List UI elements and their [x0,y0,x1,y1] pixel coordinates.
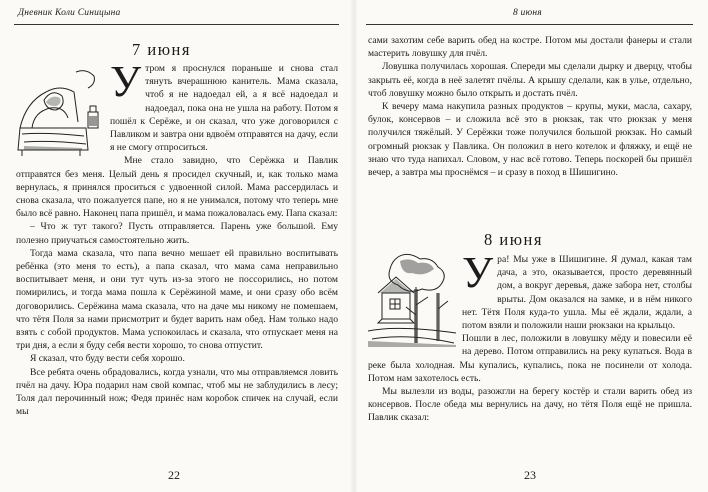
running-head: Дневник Коли Синицына [18,8,121,18]
paragraph: К вечеру мама накупила разных продуктов – крупы, муки, масла, сахару, булок, консервов – и сложила всё это в рюкзак, так что рюкзак у меня получился тяжёлый. У Серёжки тоже получился большой рюкзак. Но самый огромный рюкзак у Павлика. Он положил в него котелок и фляжку, и ещё не знаю что туда напихал. Словом, у нас всё готово. Теперь поскорей бы пришёл вечер, а завтра мы проснёмся – и сразу в поход в Шишигино. [368,101,692,179]
paragraph: Мне стало завидно, что Серёжка и Павлик отправятся без меня. Целый день я просидел скучный, и, как только мама вернулась, я принялся проситься с удвоенной силой. Мама рассердилась и снова сказала, что пожалуется папе, но я не унимался, потому что теперь мне было всё равно. Наконец папа пришёл, и мама пожаловалась ему. Папа сказал: [16,155,338,220]
paragraph: Тогда мама сказала, что папа вечно мешает ей правильно воспитывать ребёнка (это меня то есть), а папа сказал, что мама сама неправильно воспитывает меня, и они тут чуть из-за этого не поссорились, но потом помирились, и тогда мама пошла к Серёжиной маме, и они сразу обо всём договорились. Серёжина мама сказала, что на даче мы никому не помешаем, что тётя Поля за нами присмотрит и будет варить нам обед. Нам только надо взять с собой продуктов. Мама успокоилась и сказала, что отпускает меня на три дня, а если я буду себя вести хорошо, то снова отпустит. [16,247,338,352]
right-page [354,0,708,492]
date-heading: 7 июня [132,40,191,59]
text-column-top [368,34,692,179]
page-number: 23 [524,468,536,482]
date-heading: 8 июня [484,230,543,249]
header-rule [366,24,693,25]
paragraph: сами захотим себе варить обед на костре. Потом мы достали фанеры и стали мастерить ловушку для пчёл. [368,35,692,60]
country-house-trees-illustration [368,253,456,347]
paragraph: – Что ж тут такого? Пусть отправляется. Парень уже большой. Ему полезно приучаться самостоятельно жить. [16,221,338,246]
drop-cap: У [110,57,142,106]
paragraph: Я сказал, что буду вести себя хорошо. [30,353,185,365]
paragraph: Пошли в лес, положили в ловушку мёду и повесили её на дерево. Потом отправились на реку купаться. Вода в реке была холодная. Мы купались, купались, пока не посинели от холода. Потом нам захотелось есть. [368,333,692,384]
drop-cap: У [462,248,494,297]
paragraph: Все ребята очень обрадовались, когда узнали, что мы отправляемся ловить пчёл на дачу. Юра подарил нам свой компас, чтоб мы не заблудились в лесу; Толя дал перочинный нож; Федя принёс нам коробок спичек на случай, если мы [16,366,338,418]
running-head: 8 июня [513,8,542,18]
page-number: 22 [168,468,180,482]
first-paragraph: тром я проснулся пораньше и снова стал тянуть вчерашнюю канитель. Мама сказала, чтоб я не надоедал ей, а я всё надоедал и надоедал, пока она не ушла на работу. Потом я пошёл к Серёже, и он сказал, что уже договорился с Павликом и завтра они вдвоём отправятся на дачу, если я не смогу отпроситься. [110,63,338,154]
text-column-bottom [368,248,692,425]
text-column [16,57,338,418]
paragraph: Ловушка получилась хорошая. Спереди мы сделали дырку и дверцу, чтобы закрыть её, когда в неё залетят пчёлы. А крышу сделали, как в улье, отдельно, чтоб ловушку можно было открыть и достать пчёл. [368,61,692,99]
first-paragraph: ра! Мы уже в Шишигине. Я думал, какая там дача, а это, оказывается, просто деревянный дом, а вокруг деревья, даже забора нет, столбы врыты. Дом оказался на замке, и в нём никого нет. Тётя Поля куда-то ушла. Мы её ждали, ждали, а потом взяли и положили наши рюкзаки на крыльцо. [462,254,692,332]
paragraph: Мы вылезли из воды, разожгли на берегу костёр и стали варить обед из консервов. После обеда мы вернулись на дачу, но тётя Поля ещё не пришла. Павлик сказал: [368,386,692,424]
header-rule [14,24,339,25]
sleeping-boy-illustration [16,62,104,156]
